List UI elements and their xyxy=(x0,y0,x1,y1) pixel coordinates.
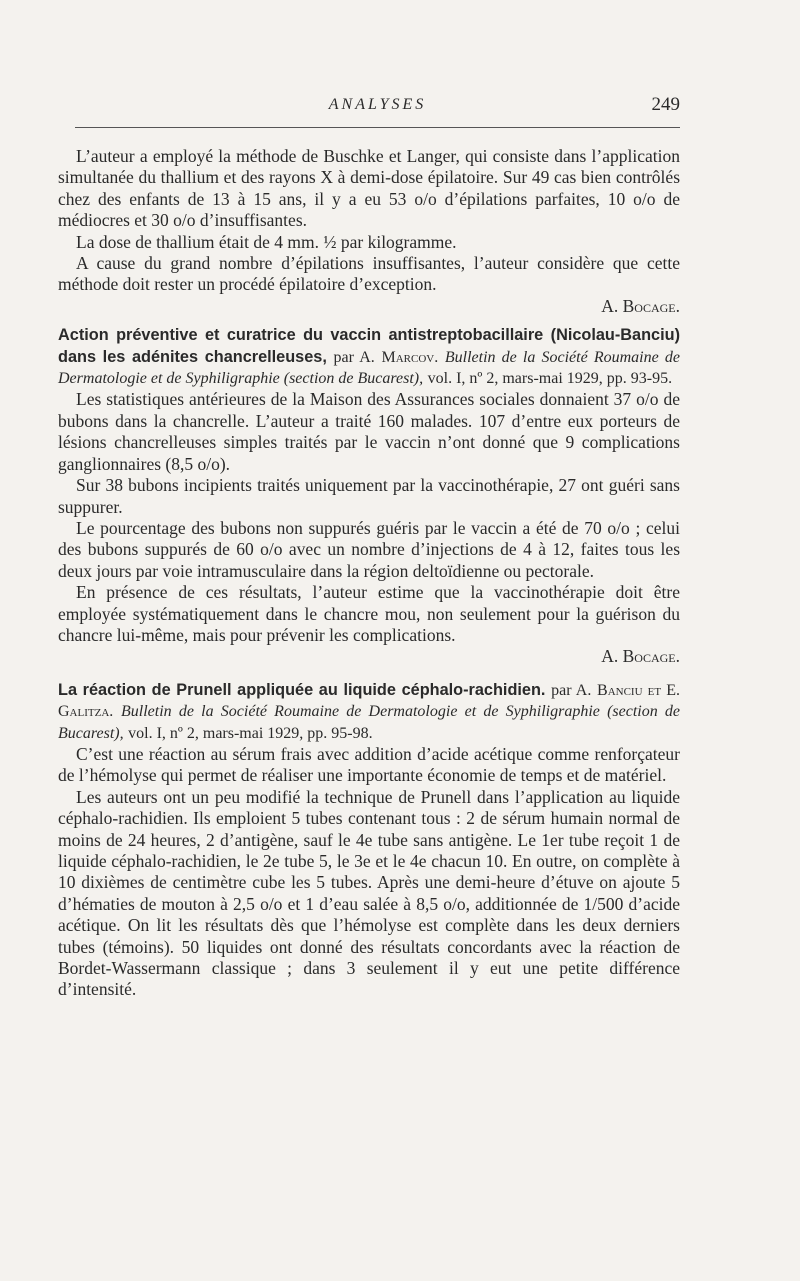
article-paragraph: En présence de ces résultats, l’auteur estime que la vaccinothérapie doit être employée systématiquement dans le chancre mou, non seulement pour la guérison du chancre lui-même, mais pour prévenir les complications. xyxy=(58,582,680,645)
article-journal: Bulletin de la Société Roumaine de Dermatologie et de Syphiligraphie (section de Bucarest), xyxy=(58,348,680,388)
article-title: La réaction de Prunell appliquée au liquide céphalo-rachidien. xyxy=(58,680,546,699)
page-number: 249 xyxy=(651,94,680,115)
intro-signature: A. Bocage. xyxy=(601,295,680,316)
article-journal: Bulletin de la Société Roumaine de Dermatologie et de Syphiligraphie (section de Bucarest), xyxy=(58,703,681,742)
article-author-prefix: par A. xyxy=(333,348,375,366)
running-title: ANALYSES xyxy=(328,96,427,113)
article-paragraph: C’est une réaction au sérum frais avec addition d’acide acétique comme renforçateur de l’hémolyse qui permet de réaliser une importante économie de temps et de matériel. xyxy=(58,743,680,786)
intro-paragraph: A cause du grand nombre d’épilations insuffisantes, l’auteur considère que cette méthode doit rester un procédé épilatoire d’exception. xyxy=(58,253,680,295)
article-authors: Banciu et E. Galitza. xyxy=(58,681,681,721)
article-paragraph: Le pourcentage des bubons non suppurés guéris par le vaccin a été de 70 o/o ; celui des bubons suppurés de 60 o/o avec un nombre d’injections de 4 à 12, faites tous les deux jours par voie intramusculaire dans la région deltoïdienne ou pectorale. xyxy=(58,517,680,581)
page-content xyxy=(58,146,680,1001)
article-paragraph: Les statistiques antérieures de la Maison des Assurances sociales donnaient 37 o/o de bubons dans la chancrelle. L’auteur a traité 160 malades. 107 d’entre eux porteurs de lésions chancrelleuses simples traités par le vaccin n’ont donné que 9 complications ganglionnaires (8,5 o/o). xyxy=(58,389,680,474)
article-paragraph: Sur 38 bubons incipients traités uniquement par la vaccinothérapie, 27 ont guéri sans suppurer. xyxy=(58,475,680,517)
article-author-prefix: par A. xyxy=(551,681,592,699)
page-header xyxy=(75,96,680,120)
article-paragraph: Les auteurs ont un peu modifié la technique de Prunell dans l’application au liquide céphalo-rachidien. Ils emploient 5 tubes contenant tous : 2 de sérum humain normal de moins de 24 heures, 2 d’antigène, sauf le 4e tube sans antigène. Le 1er tube reçoit 1 de liquide céphalo-rachidien, le 2e tube 5, le 3e et le 4e chacun 10. En outre, on complète à 10 dixièmes de centimètre cube les 5 tubes. Après une demi-heure d’étuve on ajoute 5 d’hématies de mouton à 2,5 o/o et 1 d’eau salée à 8,5 o/o, additionnée de 1/500 d’acide acétique. On lit les résultats dès que l’hémolyse est complète dans les deux derniers tubes (témoins). 50 liquides ont donné des résultats concordants avec la réaction de Bordet-Wassermann classique ; dans 3 seulement il y eut une petite différence d’intensité. xyxy=(58,786,680,1000)
article-heading xyxy=(58,325,680,389)
article-signature: A. Bocage. xyxy=(601,646,680,667)
header-rule xyxy=(75,127,680,128)
article-title: Action préventive et curatrice du vaccin antistreptobacillaire (Nicolau-Banciu) dans les adénites chancrelleuses, xyxy=(58,326,680,366)
intro-paragraph: La dose de thallium était de 4 mm. ½ par kilogramme. xyxy=(76,231,457,252)
article-author: Marcov. xyxy=(381,348,439,366)
intro-paragraph: L’auteur a employé la méthode de Buschke et Langer, qui consiste dans l’application simultanée du thallium et des rayons X à demi-dose épilatoire. Sur 49 cas bien contrôlés chez des enfants de 13 à 15 ans, il y a eu 53 o/o d’épilations parfaites, 10 o/o de médiocres et 30 o/o d’insuffisantes. xyxy=(58,146,680,231)
article-heading xyxy=(58,680,680,744)
article-volume: vol. I, nº 2, mars-mai 1929, pp. 93-95. xyxy=(427,370,673,388)
article-volume: vol. I, nº 2, mars-mai 1929, pp. 95-98. xyxy=(128,724,373,742)
